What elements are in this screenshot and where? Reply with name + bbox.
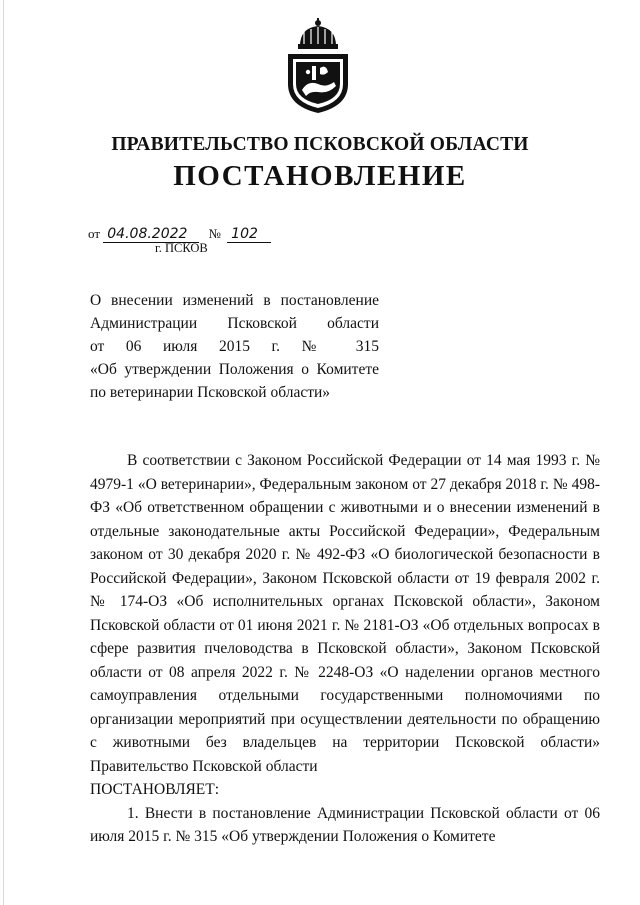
subject-line: О внесении изменений в постановление: [90, 292, 379, 309]
subject-line: по ветеринарии Псковской области»: [90, 384, 331, 401]
city-label: г. ПСКОВ: [155, 241, 208, 255]
subject-line: от 06 июля 2015 г. № 315: [90, 338, 379, 355]
decree-word: ПОСТАНОВЛЯЕТ:: [90, 781, 220, 798]
government-title: ПРАВИТЕЛЬСТВО ПСКОВСКОЙ ОБЛАСТИ: [111, 134, 529, 155]
decree-date: 04.08.2022: [103, 227, 199, 243]
document-subject: [90, 289, 379, 404]
preamble-paragraph: В соответствии с Законом Российской Федерации от 14 мая 1993 г. № 4979-1 «О ветеринарии», Федеральным законом от 27 декабря 2018 г. № 498-ФЗ «Об ответственном обращении с животными и о внесении изменений в отдельные законодательные акты Российской Федерации», Федеральным законом от 30 декабря 2020 г. № 492-ФЗ «О биологической безопасности в Российской Федерации», Законом Псковской области от 19 февраля 2002 г. № 174-ОЗ «Об исполнительных органах Псковской области», Законом Псковской области от 01 июня 2021 г. № 2181-ОЗ «Об отдельных вопросах в сфере развития пчеловодства в Псковской области», Законом Псковской области от 08 апреля 2022 г. № 2248-ОЗ «О наделении органов местного самоуправления отдельными государственными полномочиями по организации мероприятий при осуществлении деятельности по обращению с животными без владельцев на территории Псковской области» Правительство Псковской области: [90, 452, 600, 775]
decree-number: 102: [227, 227, 271, 243]
subject-line: «Об утверждении Положения о Комитете: [90, 361, 379, 378]
item-1-paragraph: 1. Внести в постановление Администрации Псковской области от 06 июля 2015 г. № 315 «Об утверждении Положения о Комитете: [90, 804, 600, 845]
document-body: [90, 449, 600, 849]
document-type-title: ПОСТАНОВЛЕНИЕ: [173, 160, 467, 192]
from-label: от: [88, 226, 101, 241]
subject-line: Администрации Псковской области: [90, 315, 379, 332]
number-label: №: [208, 226, 221, 241]
pskov-oblast-coat-of-arms-icon: [282, 18, 354, 114]
